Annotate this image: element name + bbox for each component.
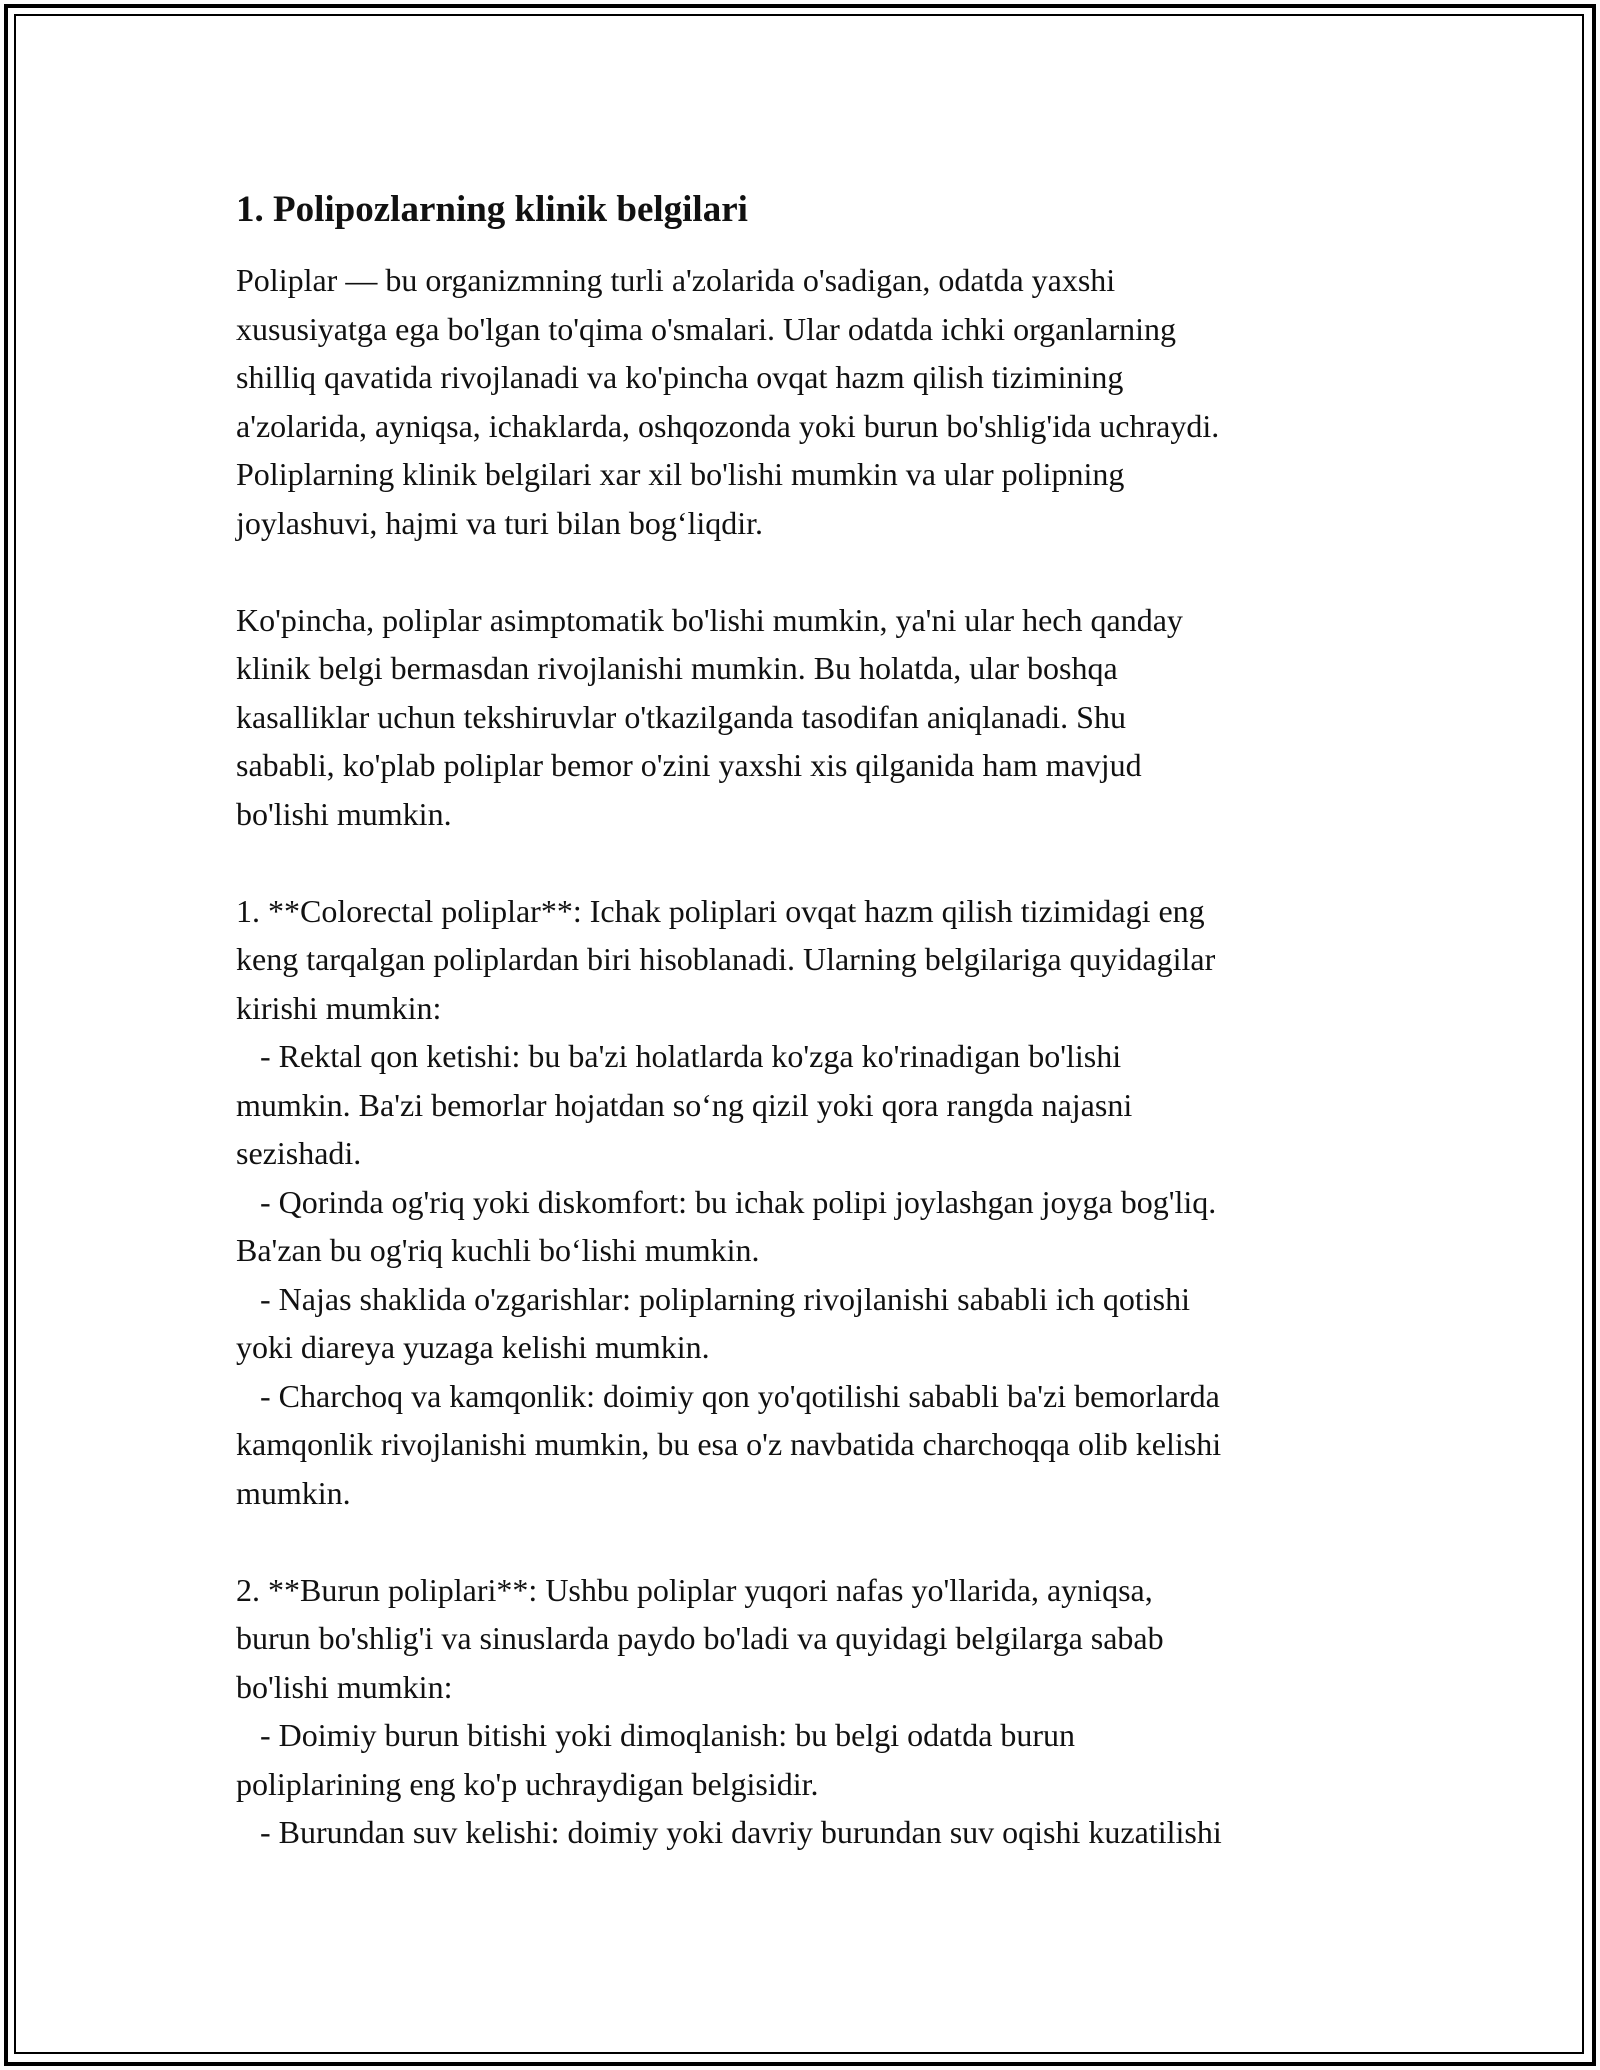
paragraph-spacer <box>236 838 1366 887</box>
paragraph-spacer <box>236 547 1366 596</box>
paragraph-spacer <box>236 1517 1366 1566</box>
paragraph-colorectal-polyps: 1. **Colorectal poliplar**: Ichak poliplari ovqat hazm qilish tizimidagi eng keng tarqalgan poliplardan biri hisoblanadi. Ularning belgilariga quyidagilar kirishi mumkin: - Rektal qon ketishi: bu ba'zi holatlarda ko'zga ko'rinadigan bo'lishi mumkin. Ba'zi bemorlar hojatdan so‘ng qizil yoki qora rangda najasni sezishadi. - Qorinda og'riq yoki diskomfort: bu ichak polipi joylashgan joyga bog'liq. Ba'zan bu og'riq kuchli bo‘lishi mumkin. - Najas shaklida o'zgarishlar: poliplarning rivojlanishi sababli ich qotishi yoki diareya yuzaga kelishi mumkin. - Charchoq va kamqonlik: doimiy qon yo'qotilishi sababli ba'zi bemorlarda kamqonlik rivojlanishi mumkin, bu esa o'z navbatida charchoqqa olib kelishi mumkin. <box>236 892 1222 1511</box>
document-body <box>236 186 1366 1857</box>
section-heading: 1. Polipozlarning klinik belgilari <box>236 189 748 230</box>
paragraph-intro: Poliplar — bu organizmning turli a'zolarida o'sadigan, odatda yaxshi xususiyatga ega bo'lgan to'qima o'smalari. Ular odatda ichki organlarning shilliq qavatida rivojlanadi va ko'pincha ovqat hazm qilish tizimining a'zolarida, ayniqsa, ichaklarda, oshqozonda yoki burun bo'shlig'ida uchraydi. Poliplarning klinik belgilari xar xil bo'lishi mumkin va ular polipning joylashuvi, hajmi va turi bilan bog‘liqdir. <box>236 262 1220 541</box>
paragraph-nasal-polyps: 2. **Burun poliplari**: Ushbu poliplar yuqori nafas yo'llarida, ayniqsa, burun bo'shlig'i va sinuslarda paydo bo'ladi va quyidagi belgilarga sabab bo'lishi mumkin: - Doimiy burun bitishi yoki dimoqlanish: bu belgi odatda burun poliplarining eng ko'p uchraydigan belgisidir. - Burundan suv kelishi: doimiy yoki davriy burundan suv oqishi kuzatilishi <box>236 1571 1222 1850</box>
paragraph-asymptomatic: Ko'pincha, poliplar asimptomatik bo'lishi mumkin, ya'ni ular hech qanday klinik belgi bermasdan rivojlanishi mumkin. Bu holatda, ular boshqa kasalliklar uchun tekshiruvlar o'tkazilganda tasodifan aniqlanadi. Shu sababli, ko'plab poliplar bemor o'zini yaxshi xis qilganida ham mavjud bo'lishi mumkin. <box>236 601 1183 832</box>
